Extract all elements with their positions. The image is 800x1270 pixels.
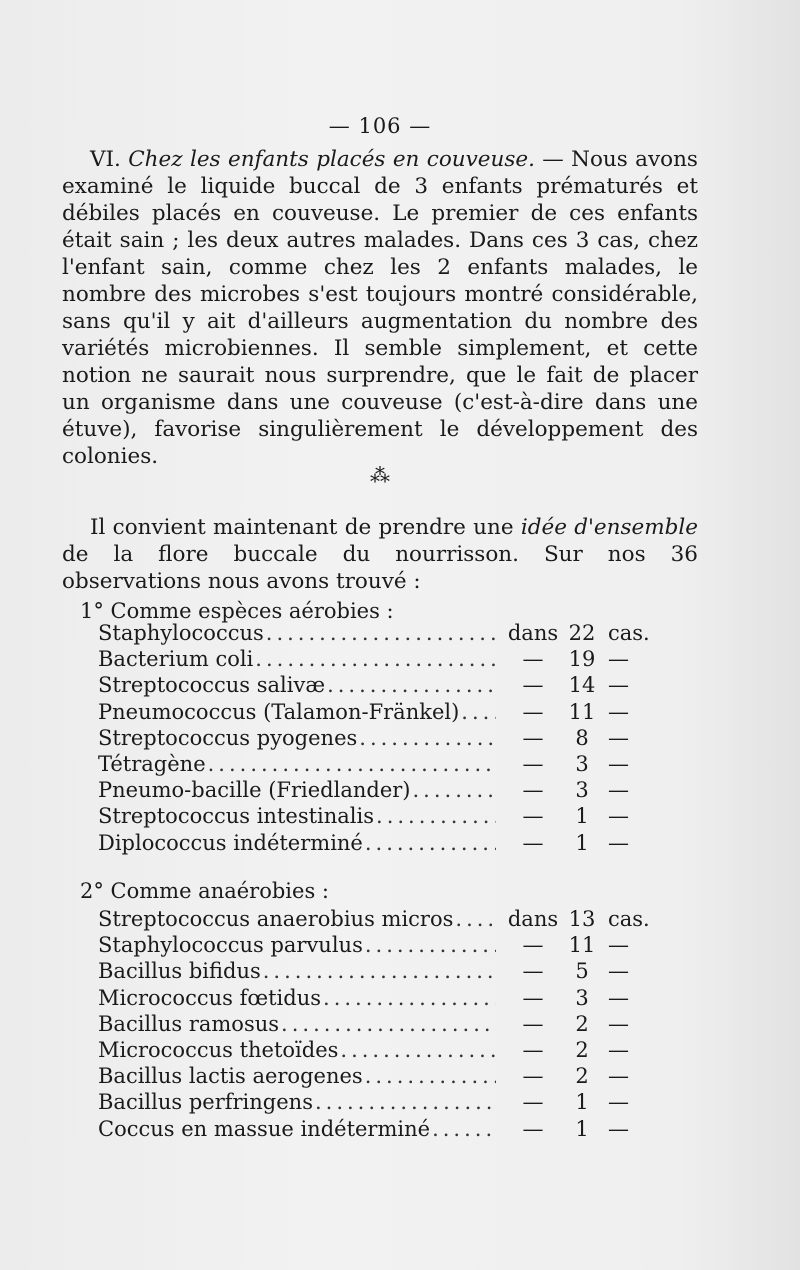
leader-dots: [365, 830, 496, 856]
list-item: [98, 985, 658, 1011]
count-prefix: —: [522, 830, 544, 855]
count-unit: —: [608, 1011, 629, 1036]
case-count: 2: [575, 1037, 589, 1062]
count-prefix: —: [522, 1037, 544, 1062]
leader-dots: [263, 958, 496, 984]
summary-italic: idée d'ensemble: [520, 515, 698, 540]
organism-name: Diplococcus indéterminé: [98, 830, 363, 855]
case-count: 13: [568, 907, 596, 931]
case-count: 3: [575, 778, 589, 803]
leader-dots: [365, 932, 496, 958]
leader-dots: [340, 1037, 496, 1063]
leader-dots: [376, 803, 496, 829]
leader-dots: [461, 699, 496, 725]
list-item: [98, 620, 658, 646]
organism-name: Micrococcus thetoïdes: [98, 1037, 339, 1062]
count-prefix: —: [522, 933, 544, 958]
count-unit: —: [608, 933, 629, 958]
organism-name: Streptococcus intestinalis: [98, 804, 375, 829]
organism-name: Tétragène: [98, 751, 206, 776]
count-prefix: —: [522, 1116, 544, 1141]
count-prefix: —: [522, 985, 544, 1010]
leader-dots: [365, 1063, 496, 1089]
organism-name: Bacillus ramosus: [98, 1011, 280, 1036]
summary-text-end: de la flore buccale du nourrisson. Sur nos 36 observations nous avons trouvé :: [62, 542, 698, 594]
case-count: 11: [568, 699, 596, 724]
case-count: 1: [575, 1116, 589, 1141]
case-count: 2: [575, 1011, 589, 1036]
list-item: [98, 751, 658, 777]
count-prefix: dans: [507, 907, 559, 931]
section-label: VI.: [90, 147, 121, 172]
count-unit: —: [608, 673, 629, 698]
list-item: [98, 1063, 658, 1089]
list-item: [98, 725, 658, 751]
count-prefix: —: [522, 725, 544, 750]
organism-name: Bacillus bifidus: [98, 959, 261, 984]
count-unit: —: [608, 647, 629, 672]
leader-dots: [266, 620, 496, 646]
leader-dots: [315, 1089, 496, 1115]
count-unit: cas.: [608, 907, 650, 931]
list-item: [98, 777, 658, 803]
count-prefix: —: [522, 647, 544, 672]
section-vi-paragraph: [62, 146, 698, 470]
count-unit: cas.: [608, 621, 650, 645]
leader-dots: [432, 1116, 496, 1142]
aerobes-heading: 1° Comme espèces aérobies :: [80, 599, 394, 623]
case-count: 3: [575, 751, 589, 776]
asterism-separator: ⁂: [370, 463, 390, 487]
anaerobes-list: [98, 906, 658, 1142]
count-prefix: —: [522, 778, 544, 803]
case-count: 14: [568, 673, 596, 698]
list-item: [98, 830, 658, 856]
count-prefix: —: [522, 673, 544, 698]
list-item: [98, 1116, 658, 1142]
leader-dots: [255, 646, 496, 672]
list-item: [98, 646, 658, 672]
count-unit: —: [608, 985, 629, 1010]
case-count: 11: [568, 933, 596, 958]
case-count: 2: [575, 1064, 589, 1089]
count-prefix: —: [522, 1090, 544, 1115]
leader-dots: [413, 777, 497, 803]
case-count: 1: [575, 830, 589, 855]
anaerobes-heading: 2° Comme anaérobies :: [80, 879, 329, 903]
list-item: [98, 1011, 658, 1037]
case-count: 22: [568, 621, 596, 645]
leader-dots: [323, 985, 496, 1011]
count-prefix: —: [522, 1064, 544, 1089]
list-item: [98, 932, 658, 958]
case-count: 1: [575, 804, 589, 829]
leader-dots: [327, 672, 496, 698]
list-item: [98, 1037, 658, 1063]
count-unit: —: [608, 804, 629, 829]
case-count: 8: [575, 725, 589, 750]
count-prefix: dans: [507, 621, 559, 645]
count-unit: —: [608, 830, 629, 855]
count-unit: —: [608, 725, 629, 750]
section-title: Chez les enfants placés en couveuse.: [128, 147, 535, 172]
count-unit: —: [608, 1037, 629, 1062]
count-unit: —: [608, 1090, 629, 1115]
organism-name: Micrococcus fœtidus: [98, 985, 322, 1010]
list-item: [98, 672, 658, 698]
list-item: [98, 958, 658, 984]
count-unit: —: [608, 751, 629, 776]
count-unit: —: [608, 959, 629, 984]
case-count: 5: [575, 959, 589, 984]
count-prefix: —: [522, 959, 544, 984]
summary-text-start: Il convient maintenant de prendre une: [90, 515, 521, 540]
leader-dots: [359, 725, 496, 751]
count-prefix: —: [522, 751, 544, 776]
count-prefix: —: [522, 804, 544, 829]
count-unit: —: [608, 1064, 629, 1089]
list-item: [98, 906, 658, 932]
organism-name: Coccus en massue indéterminé: [98, 1116, 431, 1141]
count-unit: —: [608, 1116, 629, 1141]
case-count: 1: [575, 1090, 589, 1115]
organism-name: Pneumococcus (Talamon-Fränkel): [98, 699, 460, 724]
organism-name: Staphylococcus: [98, 621, 264, 645]
count-prefix: —: [522, 699, 544, 724]
count-unit: —: [608, 778, 629, 803]
leader-dots: [281, 1011, 496, 1037]
leader-dots: [208, 751, 496, 777]
case-count: 19: [568, 647, 596, 672]
organism-name: Bacillus perfringens: [98, 1090, 313, 1115]
aerobes-list: [98, 620, 658, 856]
organism-name: Streptococcus pyogenes: [98, 725, 358, 750]
organism-name: Staphylococcus parvulus: [98, 933, 363, 958]
organism-name: Streptococcus anaerobius micros: [98, 907, 454, 931]
section-text: — Nous avons examiné le liquide buccal de 3 enfants prématurés et débiles placés en couveuse. Le premier de ces enfants était sain ; les deux autres malades. Dans ces 3 cas, chez l'enfant sain, comme chez les 2 enfants malades, le nombre des microbes s'est toujours montré considérable, sans qu'il y ait d'ailleurs augmentation du nombre des variétés microbiennes. Il semble simplement, et cette notion ne saurait nous surprendre, que le fait de placer un organisme dans une couveuse (c'est-à-dire dans une étuve), favorise singulièrement le développement des colonies.: [62, 147, 698, 469]
summary-paragraph: [62, 514, 698, 595]
organism-name: Pneumo-bacille (Friedlander): [98, 778, 411, 803]
leader-dots: [455, 906, 496, 932]
list-item: [98, 699, 658, 725]
count-unit: —: [608, 699, 629, 724]
organism-name: Bacillus lactis aerogenes: [98, 1064, 363, 1089]
case-count: 3: [575, 985, 589, 1010]
page-number: — 106 —: [328, 114, 432, 138]
organism-name: Streptococcus salivæ: [98, 673, 326, 698]
organism-name: Bacterium coli: [98, 647, 254, 672]
list-item: [98, 803, 658, 829]
count-prefix: —: [522, 1011, 544, 1036]
list-item: [98, 1089, 658, 1115]
